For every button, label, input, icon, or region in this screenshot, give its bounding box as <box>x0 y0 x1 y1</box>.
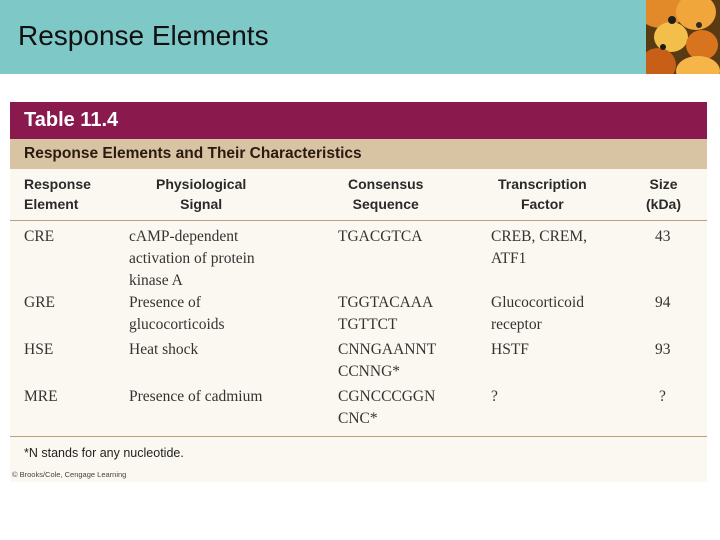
table-caption: Response Elements and Their Characteristics <box>24 145 362 162</box>
cell-line: GRE <box>24 294 55 311</box>
cell-element <box>24 226 54 248</box>
header-line: Consensus <box>348 176 424 192</box>
cell-line: Presence of <box>129 294 201 311</box>
cell-size <box>655 339 671 361</box>
header-line: Sequence <box>352 196 419 212</box>
cell-signal <box>129 386 262 408</box>
cell-line: Presence of cadmium <box>129 388 263 405</box>
cell-line: 43 <box>655 228 671 245</box>
cell-line: glucocorticoids <box>129 316 225 333</box>
cell-line: CREB, CREM, <box>491 228 588 245</box>
slide-header <box>0 0 720 74</box>
cell-sequence <box>338 386 435 430</box>
cell-element <box>24 386 58 408</box>
table-figure <box>10 102 707 482</box>
header-divider <box>10 220 707 221</box>
column-header-physiological-signal <box>156 174 246 214</box>
header-line: Signal <box>180 196 223 212</box>
slide-title: Response Elements <box>18 20 269 51</box>
header-line: Element <box>24 196 79 212</box>
header-line: Transcription <box>498 176 587 192</box>
cell-size <box>659 386 666 408</box>
cell-factor <box>491 292 584 336</box>
cell-line: ATF1 <box>491 250 527 267</box>
column-header-size <box>646 174 681 214</box>
cell-line: 93 <box>655 341 671 358</box>
table-number-banner <box>10 102 707 139</box>
cell-element <box>24 292 55 314</box>
cell-line: TGACGTCA <box>338 228 423 245</box>
cell-line: Heat shock <box>129 341 199 358</box>
cell-line: cAMP-dependent <box>129 228 239 245</box>
table-footnote: *N stands for any nucleotide. <box>24 446 184 460</box>
header-line: Factor <box>520 196 564 212</box>
cell-signal <box>129 339 198 361</box>
cell-size <box>655 292 671 314</box>
cell-line: ? <box>491 388 498 405</box>
header-line: Response <box>24 176 91 192</box>
table-number: Table 11.4 <box>24 109 119 131</box>
column-header-transcription-factor <box>498 174 587 214</box>
cell-line: CGNCCCGGN <box>338 388 436 405</box>
cell-line: CNNGAANNT <box>338 341 437 358</box>
cell-line: HSE <box>24 341 54 358</box>
cell-line: MRE <box>24 388 58 405</box>
cell-factor <box>491 386 498 408</box>
cell-line: ? <box>659 388 666 405</box>
cell-signal <box>129 226 255 292</box>
abstract-orange-photo-icon <box>646 0 720 74</box>
column-header-response-element <box>24 174 91 214</box>
cell-sequence <box>338 292 433 336</box>
cell-line: kinase A <box>129 272 183 289</box>
cell-line: activation of protein <box>129 250 255 267</box>
copyright-credit: © Brooks/Cole, Cengage Learning <box>12 470 127 479</box>
cell-element <box>24 339 53 361</box>
cell-sequence <box>338 339 436 383</box>
header-line: (kDa) <box>646 196 682 212</box>
table-caption-bar <box>10 139 707 169</box>
cell-line: CRE <box>24 228 55 245</box>
cell-size <box>655 226 671 248</box>
cell-line: CNC* <box>338 410 378 427</box>
cell-line: TGGTACAAA <box>338 294 434 311</box>
cell-line: CCNNG* <box>338 363 401 380</box>
column-header-consensus-sequence <box>348 174 423 214</box>
cell-line: 94 <box>655 294 671 311</box>
cell-line: Glucocorticoid <box>491 294 584 311</box>
cell-factor <box>491 339 529 361</box>
cell-line: TGTTCT <box>338 316 398 333</box>
cell-factor <box>491 226 587 270</box>
table-bottom-divider <box>10 436 707 437</box>
cell-signal <box>129 292 225 336</box>
cell-line: HSTF <box>491 341 529 358</box>
cell-sequence <box>338 226 422 248</box>
header-line: Size <box>649 176 678 192</box>
cell-line: receptor <box>491 316 542 333</box>
header-line: Physiological <box>156 176 247 192</box>
